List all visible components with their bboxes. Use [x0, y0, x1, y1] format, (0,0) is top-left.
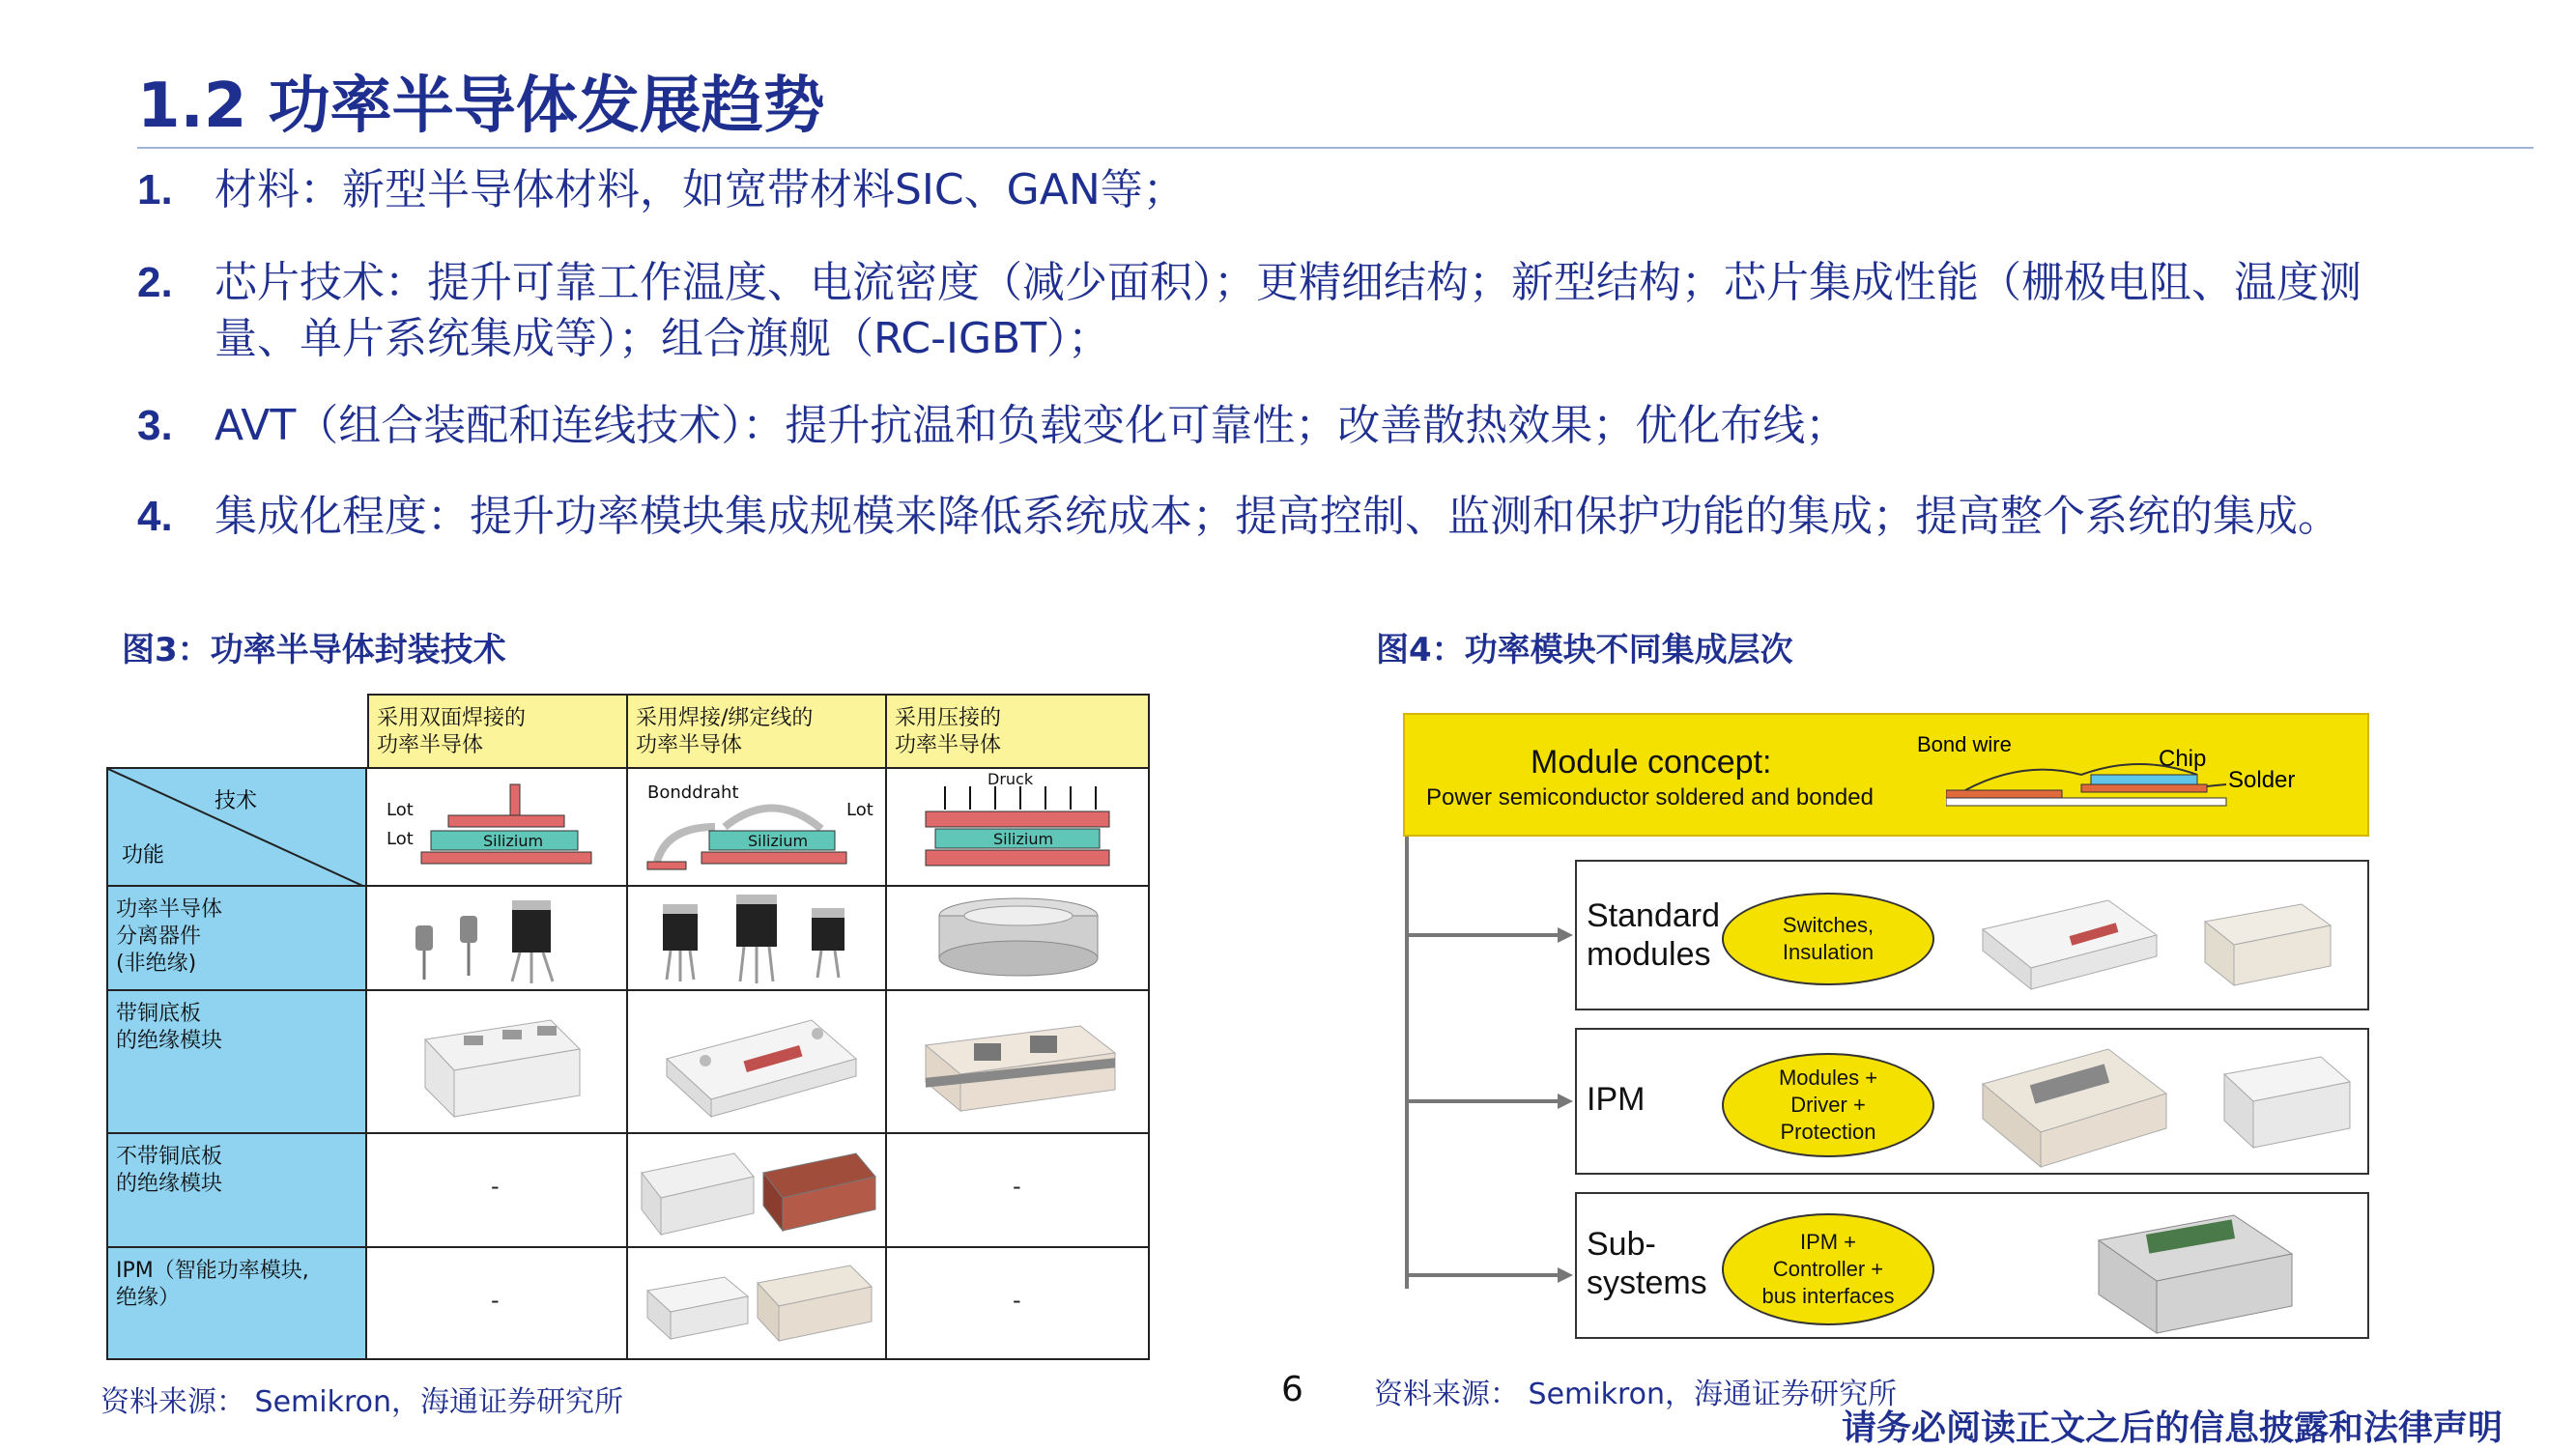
bullet-number: 2. [137, 259, 173, 306]
press-module-image [887, 991, 1148, 1132]
bullet-text: 芯片技术：提升可靠工作温度、电流密度（减少面积）；更精细结构；新型结构；芯片集成性能（栅极电阻、温度测量、单片系统集成等）；组合旗舰（RC-IGBT）； [215, 258, 2361, 363]
empty-cell-marker: - [1013, 1173, 1021, 1200]
level-name: IPM [1587, 1081, 1646, 1118]
bullet-list [137, 156, 2398, 545]
title-divider [137, 147, 2533, 149]
diagram-double-sided-solder [365, 767, 628, 887]
discrete-components-image [367, 887, 626, 989]
row-label-no-copper-base: 不带铜底板 的绝缘模块 [106, 1132, 367, 1248]
level-name: Standard modules [1587, 897, 1720, 973]
level-sub-systems [1575, 1192, 2369, 1339]
module-cross-section-icon [1946, 753, 2236, 811]
cell-nocopper-press [885, 1132, 1150, 1248]
row-label-copper-base: 带铜底板 的绝缘模块 [106, 989, 367, 1134]
cell-copper-double [365, 989, 628, 1134]
empty-cell-marker: - [491, 1173, 500, 1200]
column-header-3: 采用压接的 功率半导体 [885, 694, 1150, 769]
page-title: 1.2 功率半导体发展趋势 [137, 71, 825, 142]
column-header-1: 采用双面焊接的 功率半导体 [367, 694, 628, 769]
solder-label: Solder [2228, 767, 2296, 793]
column-header-2: 采用焊接/绑定线的 功率半导体 [626, 694, 887, 769]
level-oval: IPM + Controller + bus interfaces [1722, 1213, 1934, 1325]
bullet-number: 4. [137, 493, 173, 540]
empty-cell-marker: - [491, 1287, 500, 1314]
standard-module-images [1963, 871, 2360, 1003]
cell-ipm-bond [626, 1246, 887, 1360]
copper-base-module-image [367, 991, 626, 1132]
chip-label: Chip [2159, 746, 2207, 772]
cell-discrete-bond [626, 885, 887, 991]
solder-bond-wire-diagram [628, 769, 885, 885]
table-corner-header [106, 767, 367, 887]
bullet-item-2 [137, 255, 2398, 367]
empty-cell-marker: - [1013, 1287, 1021, 1314]
ipm-modules-image [628, 1248, 885, 1358]
figure-4-source: 资料来源： Semikron，海通证券研究所 [1374, 1378, 1898, 1411]
row-label-discrete: 功率半导体 分离器件 (非绝缘) [106, 885, 367, 991]
page-number: 6 [1281, 1370, 1303, 1409]
cell-copper-bond [626, 989, 887, 1134]
lot-label: Lot [846, 800, 873, 820]
cell-ipm-press [885, 1246, 1150, 1360]
corner-label-function: 功能 [122, 843, 165, 867]
module-concept-subtitle: Power semiconductor soldered and bonded [1426, 784, 1874, 810]
silizium-label: Silizium [483, 832, 544, 850]
cell-copper-press [885, 989, 1150, 1134]
level-ipm [1575, 1028, 2369, 1175]
bullet-number: 1. [137, 166, 173, 213]
figure-4-caption: 图4：功率模块不同集成层次 [1376, 631, 1793, 669]
hierarchy-connector [1403, 713, 1577, 1350]
cell-nocopper-bond [626, 1132, 887, 1248]
double-sided-solder-diagram [367, 769, 626, 885]
diagram-solder-bond-wire [626, 767, 887, 887]
discrete-transistors-image [628, 887, 885, 989]
level-oval: Switches, Insulation [1722, 893, 1934, 985]
cell-discrete-double [365, 885, 628, 991]
bullet-text: 集成化程度：提升功率模块集成规模来降低系统成本；提高控制、监测和保护功能的集成；提高整个系统的集成。 [215, 492, 2340, 541]
row-label-ipm: IPM（智能功率模块, 绝缘） [106, 1246, 367, 1360]
level-oval: Modules + Driver + Protection [1722, 1053, 1934, 1157]
semitrans-module-image [628, 991, 885, 1132]
bullet-item-1 [137, 162, 2398, 218]
bullet-item-3 [137, 398, 2398, 454]
integration-levels-diagram [1403, 713, 2369, 1350]
level-standard-modules [1575, 860, 2369, 1010]
bond-wire-label: Bond wire [1917, 732, 2012, 756]
packaging-table [106, 694, 1150, 1360]
diagram-press-pack [885, 767, 1150, 887]
lot-label-bottom: Lot [386, 829, 414, 849]
figure-3-caption: 图3：功率半导体封装技术 [122, 631, 506, 669]
skiip-modules-image [628, 1134, 885, 1246]
cell-ipm-double [365, 1246, 628, 1360]
module-concept-title: Module concept: [1531, 744, 1772, 781]
bullet-text: AVT（组合装配和连线技术）：提升抗温和负载变化可靠性；改善散热效果；优化布线； [215, 401, 1848, 450]
press-pack-diagram [887, 769, 1148, 885]
cell-discrete-press [885, 885, 1150, 991]
press-pack-disc-image [887, 887, 1148, 989]
legal-disclaimer: 请务必阅读正文之后的信息披露和法律声明 [1842, 1408, 2504, 1448]
silizium-label: Silizium [748, 832, 809, 850]
druck-label: Druck [987, 770, 1034, 788]
cell-nocopper-double [365, 1132, 628, 1248]
lot-label-top: Lot [386, 800, 414, 820]
bullet-item-4 [137, 489, 2398, 545]
bullet-number: 3. [137, 402, 173, 449]
bullet-text: 材料：新型半导体材料，如宽带材料SIC、GAN等； [215, 165, 1186, 214]
subsystem-image [2079, 1198, 2321, 1337]
ipm-module-images [1963, 1036, 2360, 1171]
silizium-label: Silizium [993, 830, 1054, 848]
level-name: Sub- systems [1587, 1226, 1707, 1301]
corner-label-technology: 技术 [215, 789, 258, 813]
figure-3-source: 资料来源： Semikron，海通证券研究所 [100, 1385, 624, 1419]
bonddraht-label: Bonddraht [647, 782, 739, 803]
